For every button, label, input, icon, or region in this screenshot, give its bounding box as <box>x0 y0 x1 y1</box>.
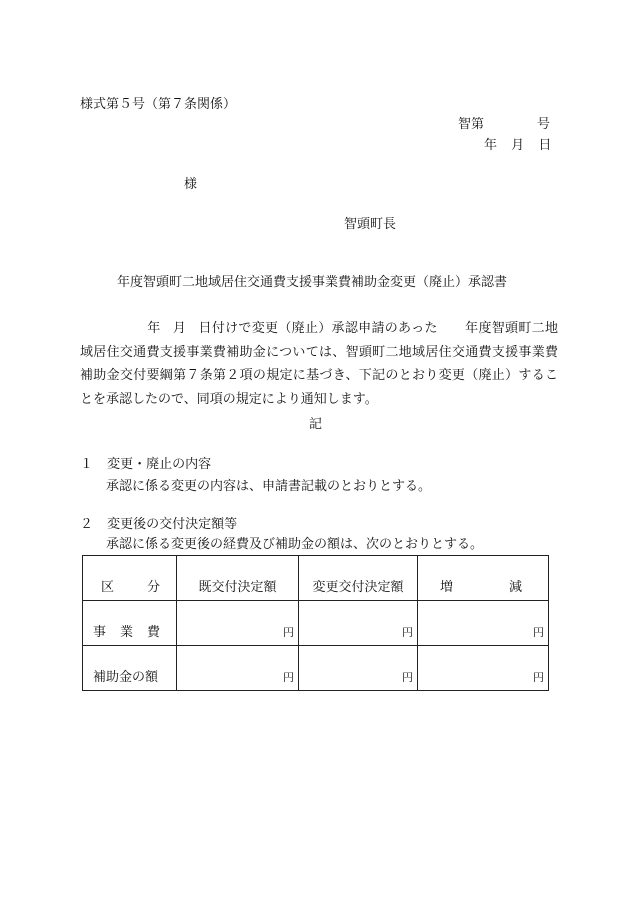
doc-number <box>458 118 550 131</box>
row-2-previous: 円 <box>177 646 299 691</box>
row-1-label-char-1: 事 <box>93 625 107 640</box>
table-row <box>83 646 549 691</box>
body-month: 月 <box>172 321 187 336</box>
form-number: 様式第５号（第７条関係） <box>80 97 237 112</box>
row-1-label-char-2: 業 <box>119 625 133 640</box>
table-row <box>83 601 549 646</box>
body-text-2: 年度智頭町二地域居住交通費支援事業費補助金については、智頭町二地域居住交通費支援事業費補助金交付要綱第７条第２項の規定に基づき、下記のとおり変更（廃止）することを承認したので、同項の規定により通知します。 <box>80 321 558 407</box>
section-2-title: 変更後の交付決定額等 <box>107 517 238 532</box>
header-category-char-1: 区 <box>101 580 115 595</box>
doc-number-suffix: 号 <box>536 117 550 132</box>
date-year: 年 <box>484 138 498 153</box>
section-1-title: 変更・廃止の内容 <box>107 457 212 472</box>
body-paragraph <box>80 317 558 411</box>
header-category <box>83 556 177 601</box>
row-2-incdec: 円 <box>418 646 549 691</box>
ki-heading: 記 <box>309 417 323 432</box>
body-year: 年 <box>147 321 161 336</box>
row-label-subsidy-amount <box>83 646 177 691</box>
body-text-1: 日付けで変更（廃止）承認申請のあった <box>198 321 438 336</box>
row-1-incdec: 円 <box>418 601 549 646</box>
doc-number-prefix: 智第 <box>458 117 485 132</box>
addressee-suffix: 様 <box>184 177 198 192</box>
row-2-changed: 円 <box>299 646 418 691</box>
table-header-row <box>83 556 549 601</box>
row-2-label: 補助金の額 <box>93 670 159 685</box>
header-incdec-char-2: 減 <box>508 580 522 595</box>
issue-date <box>484 139 551 152</box>
date-month: 月 <box>511 138 525 153</box>
header-previous-amount: 既交付決定額 <box>177 556 299 601</box>
row-1-previous: 円 <box>177 601 299 646</box>
section-2-text: 承認に係る変更後の経費及び補助金の額は、次のとおりとする。 <box>106 537 484 552</box>
row-1-changed: 円 <box>299 601 418 646</box>
date-day: 日 <box>538 138 552 153</box>
header-incdec-char-1: 増 <box>440 580 454 595</box>
section-1-number: １ <box>80 457 94 472</box>
row-label-project-cost <box>83 601 177 646</box>
issuer-name: 智頭町長 <box>344 217 397 232</box>
section-2-heading <box>80 518 237 531</box>
section-1-text: 承認に係る変更の内容は、申請書記載のとおりとする。 <box>106 479 432 494</box>
header-category-char-2: 分 <box>146 580 160 595</box>
section-1-heading <box>80 458 211 471</box>
header-changed-amount: 変更交付決定額 <box>299 556 418 601</box>
document-title: 年度智頭町二地域居住交通費支援事業費補助金変更（廃止）承認書 <box>117 275 508 290</box>
amount-table <box>82 555 549 691</box>
row-1-label-char-3: 費 <box>146 625 160 640</box>
header-increase-decrease <box>418 556 549 601</box>
section-2-number: ２ <box>80 517 94 532</box>
